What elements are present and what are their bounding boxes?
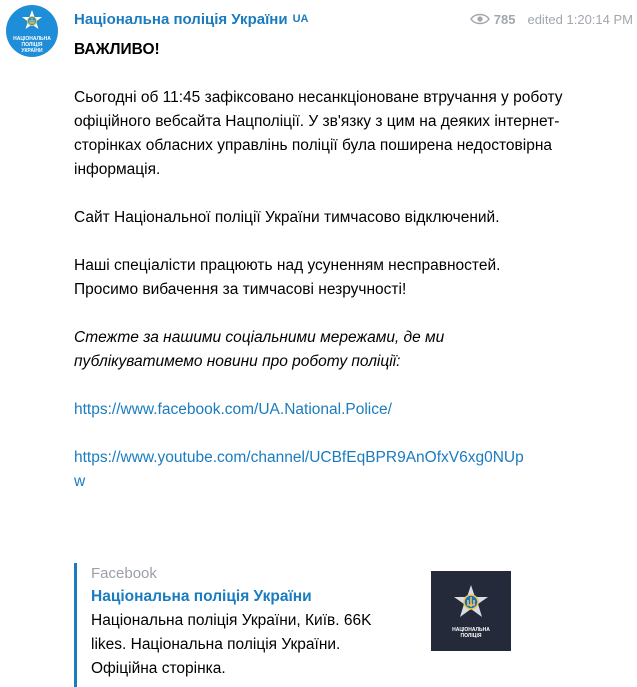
avatar-label: НАЦІОНАЛЬНА ПОЛІЦІЯ УКРАЇНИ xyxy=(13,35,51,54)
message-paragraph: Наші спеціалісти працюють над усуненням несправностей. Просимо вибачення за тимчасові незручності! xyxy=(74,257,501,298)
message-paragraph: Сайт Національної поліції України тимчасово відключений. xyxy=(74,209,500,226)
message-body xyxy=(74,38,564,494)
thumbnail-label: НАЦІОНАЛЬНА ПОЛІЦІЯ xyxy=(452,627,490,639)
youtube-link[interactable]: https://www.youtube.com/channel/UCBfEqBPR9AnOfxV6xg0NUpw xyxy=(74,449,524,490)
channel-name[interactable]: Національна поліція України xyxy=(74,10,288,28)
view-count: 785 xyxy=(493,11,516,27)
message-header xyxy=(74,9,633,29)
edited-timestamp: edited 1:20:14 PM xyxy=(527,11,633,27)
social-note: Стежте за нашими соціальними мережами, де ми публікуватимемо новини про роботу поліції: xyxy=(74,329,445,370)
police-star-icon xyxy=(19,9,45,35)
link-preview[interactable] xyxy=(74,563,514,687)
message-title: ВАЖЛИВО! xyxy=(74,41,160,58)
facebook-link[interactable]: https://www.facebook.com/UA.National.Police/ xyxy=(74,401,392,418)
message-meta xyxy=(470,12,633,27)
channel-avatar[interactable] xyxy=(6,5,58,57)
police-star-icon xyxy=(449,583,493,627)
eye-icon xyxy=(470,13,490,25)
preview-description: Національна поліція України, Київ. 66K likes. Національна поліція України. Офіційна сторінка. xyxy=(91,612,372,677)
preview-title[interactable]: Національна поліція України xyxy=(91,588,312,605)
channel-tag: UA xyxy=(292,13,309,25)
preview-site-name: Facebook xyxy=(91,565,157,582)
message-paragraph: Сьогодні об 11:45 зафіксовано несанкціоноване втручання у роботу офіційного вебсайта Нацполіції. У зв'язку з цим на деяких інтернет-сторінках обласних управлінь поліції була поширена недостовірна інформація. xyxy=(74,89,563,178)
preview-thumbnail[interactable] xyxy=(431,571,511,651)
